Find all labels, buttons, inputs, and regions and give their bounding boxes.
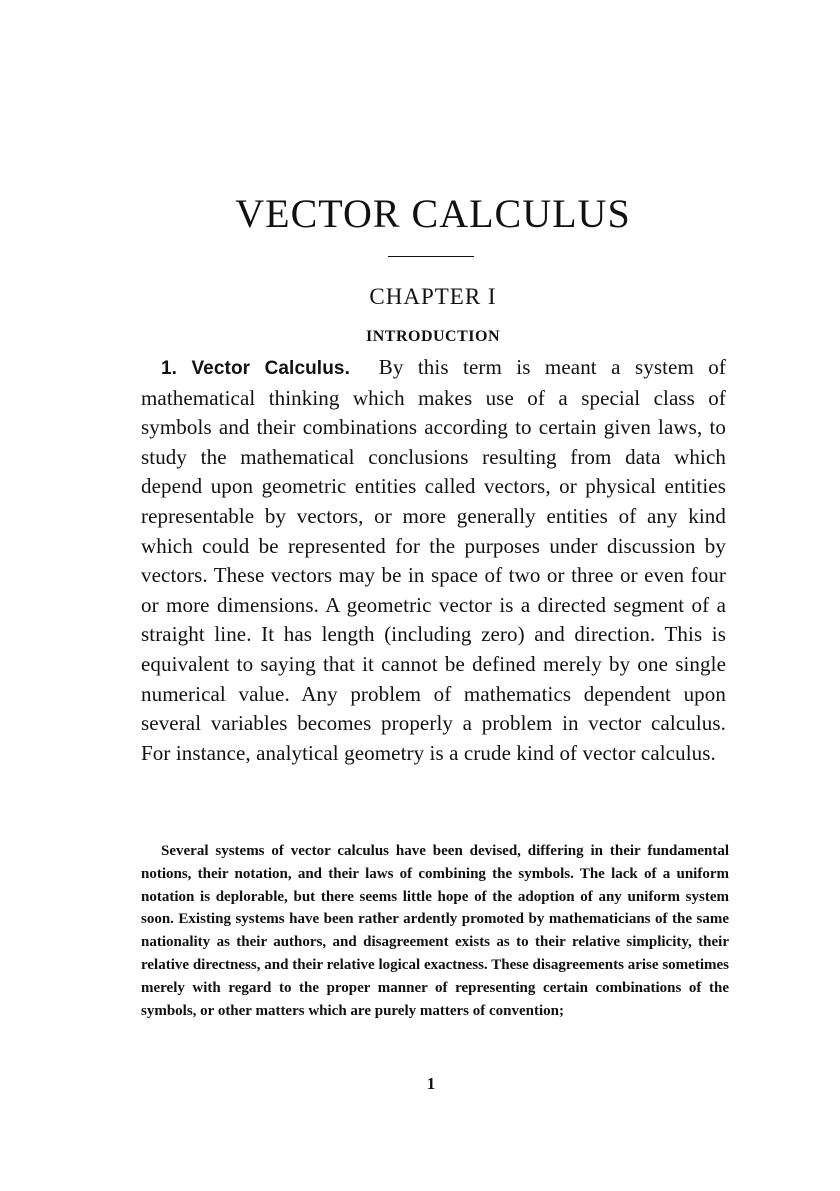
section-paragraph: [141, 353, 726, 768]
page-number: 1: [426, 1074, 436, 1093]
section-number: 1.: [161, 358, 178, 379]
note-paragraph: Several systems of vector calculus have been devised, differing in their fundamental notions, their notation, and their laws of combining the symbols. The lack of a uniform notation is deplorable, but there seems little hope of the adoption of any uniform system soon. Existing systems have been rather ardently promoted by mathematicians of the same nationality as their authors, and disagreement exists as to their relative simplicity, their relative directness, and their relative logical exactness. These disagreements arise sometimes merely with regard to the proper manner of representing certain combinations of the symbols, or other matters which are purely matters of convention;: [141, 843, 729, 1019]
chapter-number: CHAPTER I: [369, 284, 497, 309]
chapter-title: INTRODUCTION: [365, 328, 500, 345]
book-title: VECTOR CALCULUS: [235, 191, 631, 236]
title-divider: [388, 256, 474, 257]
section-heading: Vector Calculus.: [191, 358, 350, 379]
section-body-text: By this term is meant a system of mathematical thinking which makes use of a special class of symbols and their combinations according to certain given laws, to study the mathematical conclusions resulting from data which depend upon geometric entities called vectors, or physical entities representable by vectors, or more generally entities of any kind which could be represented for the purposes under discussion by vectors. These vectors may be in space of two or three or even four or more dimensions. A geometric vector is a directed segment of a straight line. It has length (including zero) and direction. This is equivalent to saying that it cannot be defined merely by one single numerical value. Any problem of mathematics dependent upon several variables becomes properly a problem in vector calculus. For instance, analytical geometry is a crude kind of vector calculus.: [141, 355, 726, 765]
